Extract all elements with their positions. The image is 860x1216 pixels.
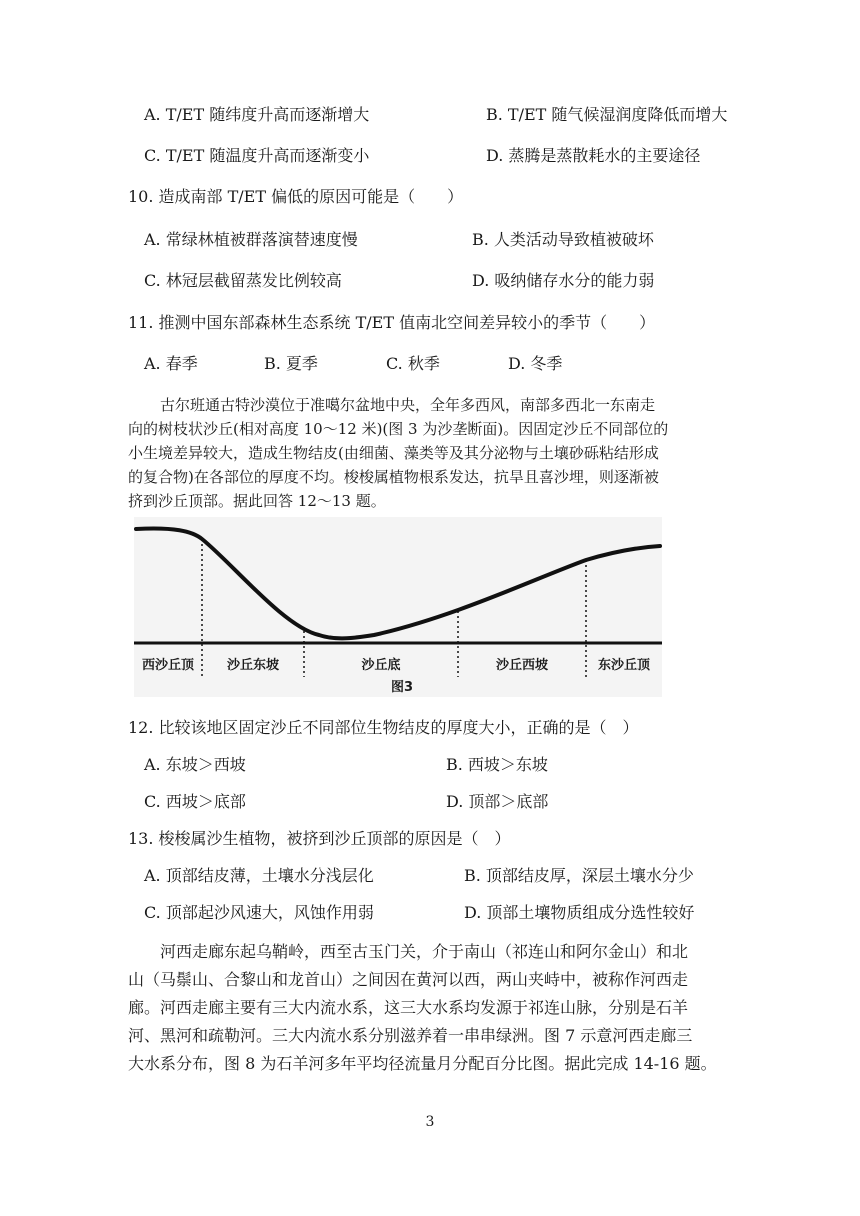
q9-option-d: D. 蒸腾是蒸散耗水的主要途径 <box>486 146 701 165</box>
figure-caption: 图3 <box>390 680 414 695</box>
q9-option-b: B. T/ET 随气候湿润度降低而增大 <box>486 105 728 124</box>
q12-stem: 12. 比较该地区固定沙丘不同部位生物结皮的厚度大小，正确的是（ ） <box>128 718 639 737</box>
q13-option-b: B. 顶部结皮厚，深层土壤水分少 <box>464 866 694 885</box>
passage2-line-3: 廊。河西走廊主要有三大内流水系，这三大水系均发源于祁连山脉，分别是石羊 <box>128 998 689 1017</box>
passage2-line-5: 大水系分布，图 8 为石羊河多年平均径流量月分配百分比图。据此完成 14-16 题。 <box>128 1054 717 1073</box>
q13-stem: 13. 梭梭属沙生植物，被挤到沙丘顶部的原因是（ ） <box>128 829 511 848</box>
q10-option-a: A. 常绿林植被群落演替速度慢 <box>144 230 358 249</box>
passage2-line-1: 河西走廊东起乌鞘岭，西至古玉门关，介于南山（祁连山和阿尔金山）和北 <box>160 942 689 961</box>
label-west-dune-top: 西沙丘顶 <box>141 658 195 673</box>
q10-option-d: D. 吸纳储存水分的能力弱 <box>472 271 655 290</box>
passage2-line-4: 河、黑河和疏勒河。三大内流水系分别滋养着一串串绿洲。图 7 示意河西走廊三 <box>128 1026 693 1045</box>
page-number: 3 <box>425 1114 435 1130</box>
q13-option-c: C. 顶部起沙风速大，风蚀作用弱 <box>144 903 374 922</box>
label-dune-west-slope: 沙丘西坡 <box>495 658 549 673</box>
q9-option-c: C. T/ET 随温度升高而逐渐变小 <box>144 146 370 165</box>
passage1-line-3: 小生境差异较大，造成生物结皮(由细菌、藻类等及其分泌物与土壤砂砾粘结形成 <box>128 444 659 462</box>
dune-cross-section-figure <box>134 517 662 697</box>
q13-option-d: D. 顶部土壤物质组成分选性较好 <box>464 903 695 922</box>
q10-option-c: C. 林冠层截留蒸发比例较高 <box>144 271 342 290</box>
q11-option-b: B. 夏季 <box>264 354 318 373</box>
q11-stem: 11. 推测中国东部森林生态系统 T/ET 值南北空间差异较小的季节（ ） <box>128 313 656 332</box>
q12-option-a: A. 东坡＞西坡 <box>144 755 246 774</box>
passage1-line-4: 的复合物)在各部位的厚度不均。梭梭属植物根系发达，抗旱且喜沙埋，则逐渐被 <box>128 468 659 486</box>
q9-option-a: A. T/ET 随纬度升高而逐渐增大 <box>144 105 370 124</box>
q11-option-d: D. 冬季 <box>508 354 563 373</box>
q11-option-c: C. 秋季 <box>386 354 440 373</box>
passage1-line-2: 向的树枝状沙丘(相对高度 10～12 米)(图 3 为沙垄断面)。因固定沙丘不同部位的 <box>128 420 669 438</box>
label-dune-bottom: 沙丘底 <box>361 658 401 673</box>
label-east-dune-top: 东沙丘顶 <box>597 658 651 673</box>
passage1-line-1: 古尔班通古特沙漠位于准噶尔盆地中央，全年多西风，南部多西北一东南走 <box>160 396 656 414</box>
q10-stem: 10. 造成南部 T/ET 偏低的原因可能是（ ） <box>128 187 464 206</box>
q13-option-a: A. 顶部结皮薄，土壤水分浅层化 <box>144 866 374 885</box>
q10-option-b: B. 人类活动导致植被破坏 <box>472 230 654 249</box>
label-dune-east-slope: 沙丘东坡 <box>226 658 280 673</box>
q12-option-d: D. 顶部＞底部 <box>446 792 549 811</box>
passage2-line-2: 山（马鬃山、合黎山和龙首山）之间因在黄河以西，两山夹峙中，被称作河西走 <box>128 970 689 989</box>
q11-option-a: A. 春季 <box>144 354 198 373</box>
q12-option-c: C. 西坡＞底部 <box>144 792 246 811</box>
passage1-line-5: 挤到沙丘顶部。据此回答 12～13 题。 <box>128 492 386 510</box>
q12-option-b: B. 西坡＞东坡 <box>446 755 548 774</box>
